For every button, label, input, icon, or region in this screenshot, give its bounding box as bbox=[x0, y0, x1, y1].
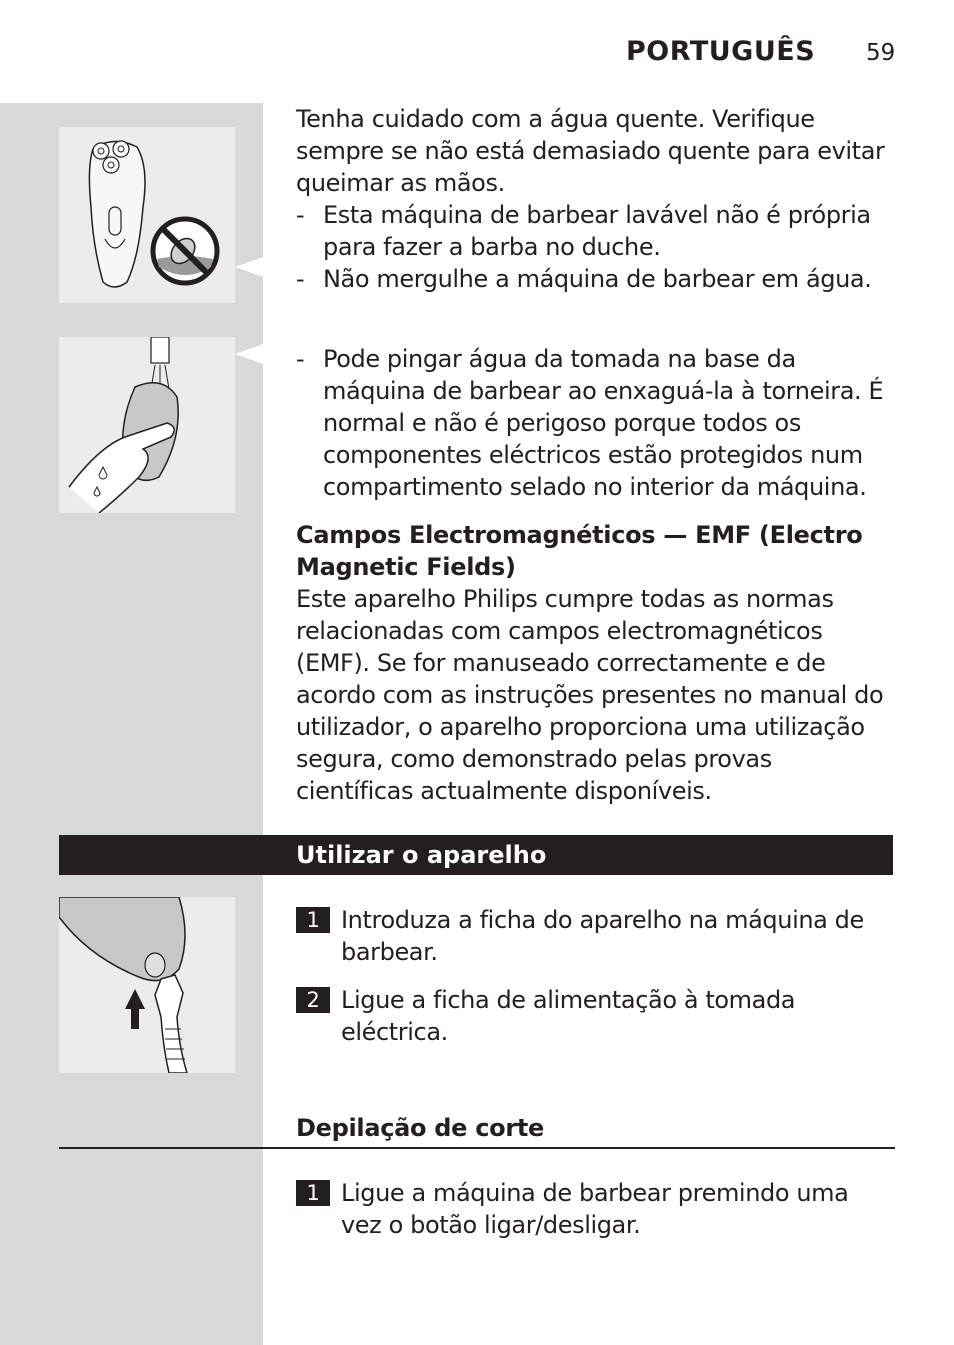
list-item bbox=[296, 263, 896, 295]
step-item bbox=[296, 904, 896, 968]
step-text: Ligue a ficha de alimentação à tomada eléctrica. bbox=[341, 986, 796, 1046]
bullet-marker: - bbox=[296, 265, 305, 293]
rinse-tap-icon bbox=[59, 337, 235, 513]
tap-note-block bbox=[296, 343, 896, 503]
water-warning-block bbox=[296, 103, 896, 295]
bullet-marker: - bbox=[296, 345, 305, 373]
step-item bbox=[296, 1177, 896, 1241]
step-item bbox=[296, 984, 896, 1048]
emf-block bbox=[296, 519, 896, 807]
illustration-pointer bbox=[235, 344, 263, 364]
section-title: Utilizar o aparelho bbox=[296, 841, 547, 869]
step-number: 1 bbox=[296, 1180, 330, 1206]
water-warning-paragraph: Tenha cuidado com a água quente. Verifique sempre se não está demasiado quente para evitar queimar as mãos. bbox=[296, 105, 885, 197]
step-number: 2 bbox=[296, 987, 330, 1013]
emf-heading: Campos Electromagnéticos — EMF (Electro Magnetic Fields) bbox=[296, 521, 863, 581]
plug-insert-icon bbox=[59, 897, 235, 1073]
list-item bbox=[296, 343, 896, 503]
rinse-tap-illustration bbox=[59, 337, 235, 513]
no-water-icon bbox=[149, 215, 221, 287]
section-header-use bbox=[59, 835, 893, 875]
emf-body: Este aparelho Philips cumpre todas as normas relacionadas com campos electromagnéticos (EMF). Se for manuseado correctamente e de acordo com as instruções presentes no manual do utilizador, o aparelho proporciona uma utilização segura, como demonstrado pelas provas científicas actualmente disponíveis. bbox=[296, 585, 884, 805]
section-title-shave: Depilação de corte bbox=[296, 1114, 545, 1142]
step-text: Introduza a ficha do aparelho na máquina de barbear. bbox=[341, 906, 864, 966]
bullet-text: Não mergulhe a máquina de barbear em água. bbox=[323, 265, 872, 293]
list-item bbox=[296, 199, 896, 263]
page-number: 59 bbox=[866, 40, 896, 66]
bullet-text: Pode pingar água da tomada na base da máquina de barbear ao enxaguá-la à torneira. É normal e não é perigoso porque todos os componentes eléctricos estão protegidos num compartimento selado no interior da máquina. bbox=[323, 345, 884, 501]
plug-insert-illustration bbox=[59, 897, 235, 1073]
shaver-no-water-illustration bbox=[59, 127, 235, 303]
section-divider bbox=[59, 1147, 895, 1149]
bullet-text: Esta máquina de barbear lavável não é própria para fazer a barba no duche. bbox=[323, 201, 871, 261]
language-header: PORTUGUÊS bbox=[626, 36, 816, 67]
step-text: Ligue a máquina de barbear premindo uma vez o botão ligar/desligar. bbox=[341, 1179, 849, 1239]
bullet-marker: - bbox=[296, 201, 305, 229]
step-number: 1 bbox=[296, 907, 330, 933]
illustration-pointer bbox=[235, 257, 263, 277]
